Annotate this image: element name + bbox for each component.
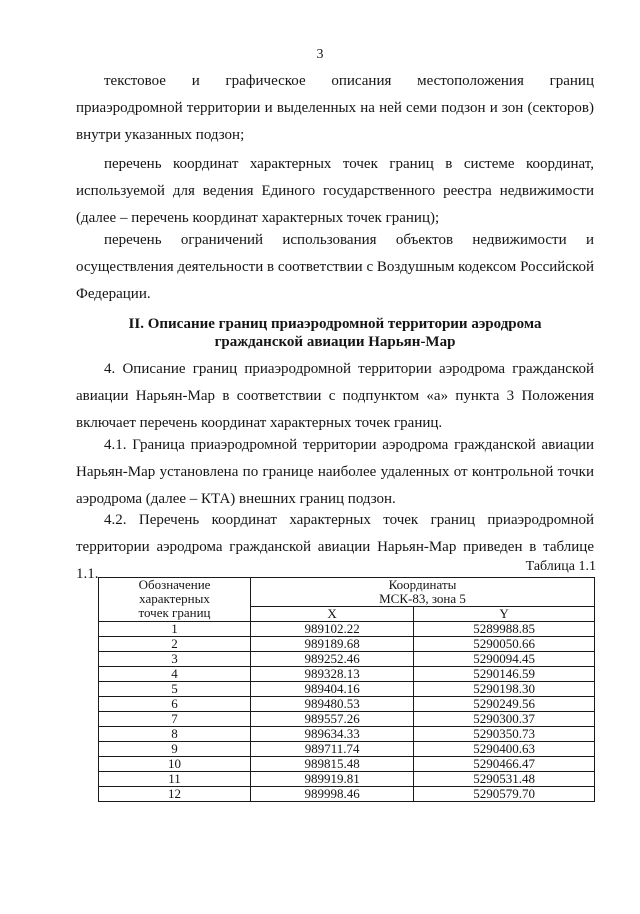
y-coordinate-cell: 5290249.56	[414, 697, 595, 712]
point-number-cell: 2	[99, 637, 251, 652]
y-coordinate-cell: 5290094.45	[414, 652, 595, 667]
x-coordinate-cell: 989404.16	[251, 682, 414, 697]
point-number-cell: 4	[99, 667, 251, 682]
table-caption: Таблица 1.1	[525, 559, 596, 574]
y-coordinate-cell: 5290050.66	[414, 637, 595, 652]
x-coordinate-cell: 989634.33	[251, 727, 414, 742]
y-column-header: Y	[414, 607, 595, 622]
point-number-cell: 3	[99, 652, 251, 667]
x-coordinate-cell: 989328.13	[251, 667, 414, 682]
paragraph-coordinates-list: перечень координат характерных точек границ в системе координат, используемой для ведения Единого государственного реестра недвижимости (далее – перечень координат характерных точек границ);	[76, 156, 594, 226]
table-row	[99, 667, 595, 682]
x-coordinate-cell: 989919.81	[251, 772, 414, 787]
x-column-header: X	[251, 607, 414, 622]
paragraph-item-4-1: 4.1. Граница приаэродромной территории аэродрома гражданской авиации Нарьян-Мар установлена по границе наиболее удаленных от контрольной точки аэродрома (далее – КТА) внешних границ подзон.	[76, 437, 594, 507]
table-row	[99, 742, 595, 757]
point-number-cell: 6	[99, 697, 251, 712]
page-number: 3	[316, 47, 324, 62]
table-row	[99, 682, 595, 697]
coordinates-header-line-2: МСК-83, зона 5	[379, 591, 466, 606]
y-coordinate-cell: 5290466.47	[414, 757, 595, 772]
point-number-cell: 12	[99, 787, 251, 802]
x-coordinate-cell: 989711.74	[251, 742, 414, 757]
x-coordinate-cell: 989998.46	[251, 787, 414, 802]
point-label-header	[99, 578, 251, 622]
y-coordinate-cell: 5289988.85	[414, 622, 595, 637]
table-row	[99, 787, 595, 802]
table-row	[99, 622, 595, 637]
point-number-cell: 10	[99, 757, 251, 772]
y-coordinate-cell: 5290146.59	[414, 667, 595, 682]
table-row	[99, 772, 595, 787]
x-coordinate-cell: 989189.68	[251, 637, 414, 652]
section-heading-line-2: гражданской авиации Нарьян-Мар	[214, 334, 456, 350]
y-coordinate-cell: 5290531.48	[414, 772, 595, 787]
y-coordinate-cell: 5290579.70	[414, 787, 595, 802]
point-number-cell: 9	[99, 742, 251, 757]
point-label-header-line-3: точек границ	[138, 605, 211, 620]
point-label-header-line-2: характерных	[139, 591, 210, 606]
y-coordinate-cell: 5290400.63	[414, 742, 595, 757]
table-row	[99, 637, 595, 652]
x-coordinate-cell: 989252.46	[251, 652, 414, 667]
table-row	[99, 652, 595, 667]
coordinates-header	[251, 578, 595, 607]
section-heading	[76, 315, 594, 351]
point-number-cell: 7	[99, 712, 251, 727]
table-row	[99, 757, 595, 772]
x-coordinate-cell: 989102.22	[251, 622, 414, 637]
paragraph-restrictions-list: перечень ограничений использования объектов недвижимости и осуществления деятельности в соответствии с Воздушным кодексом Российской Федерации.	[76, 232, 594, 302]
table-row	[99, 697, 595, 712]
x-coordinate-cell: 989557.26	[251, 712, 414, 727]
point-label-header-line-1: Обозначение	[138, 577, 211, 592]
coordinates-header-line-1: Координаты	[388, 577, 457, 592]
table-row	[99, 712, 595, 727]
section-heading-line-1: II. Описание границ приаэродромной территории аэродрома	[128, 316, 542, 332]
point-number-cell: 5	[99, 682, 251, 697]
paragraph-item-4: 4. Описание границ приаэродромной территории аэродрома гражданской авиации Нарьян-Мар в соответствии с подпунктом «а» пункта 3 Положения включает перечень координат характерных точек границ.	[76, 361, 594, 431]
table-row	[99, 727, 595, 742]
paragraph-item-4-2: 4.2. Перечень координат характерных точек границ приаэродромной территории аэродрома гражданской авиации Нарьян-Мар приведен в таблице 1.1.	[76, 512, 594, 582]
y-coordinate-cell: 5290350.73	[414, 727, 595, 742]
coordinates-table	[98, 577, 595, 802]
point-number-cell: 1	[99, 622, 251, 637]
point-number-cell: 8	[99, 727, 251, 742]
y-coordinate-cell: 5290198.30	[414, 682, 595, 697]
x-coordinate-cell: 989815.48	[251, 757, 414, 772]
x-coordinate-cell: 989480.53	[251, 697, 414, 712]
point-number-cell: 11	[99, 772, 251, 787]
y-coordinate-cell: 5290300.37	[414, 712, 595, 727]
paragraph-text-description: текстовое и графическое описания местоположения границ приаэродромной территории и выделенных на ней семи подзон и зон (секторов) внутри указанных подзон;	[76, 73, 594, 143]
